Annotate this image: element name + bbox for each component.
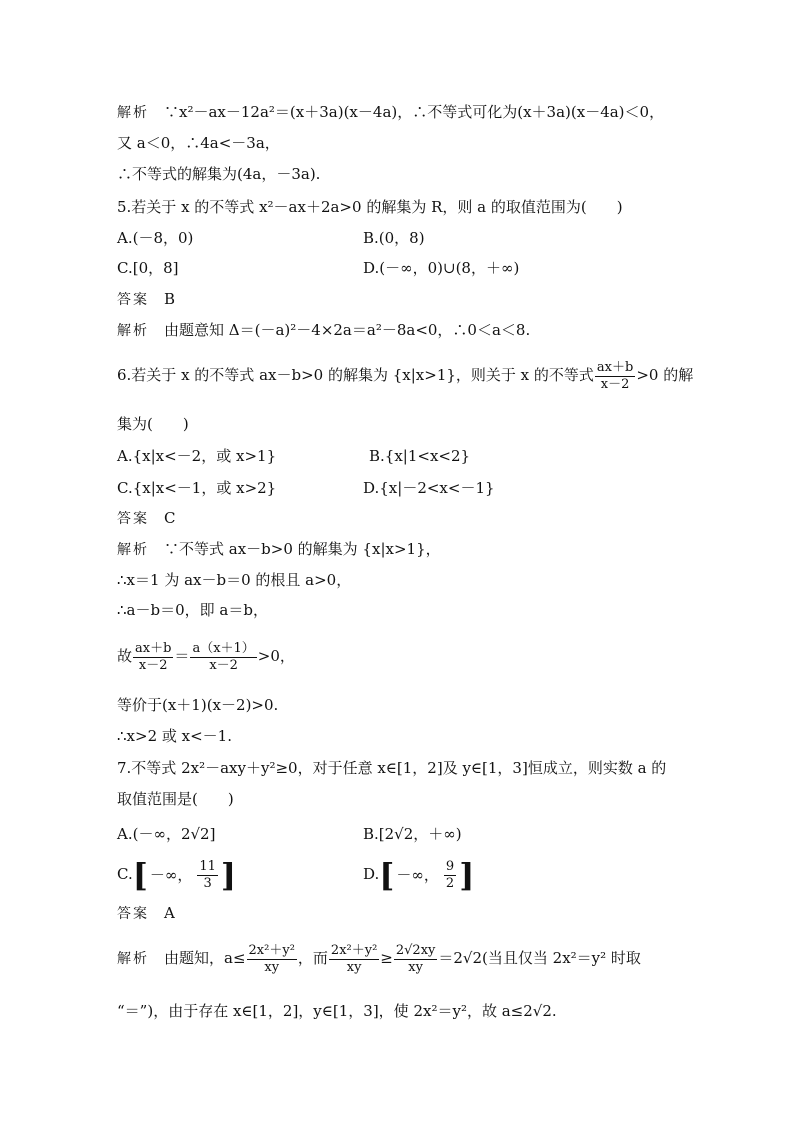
q7-answer [117,903,175,924]
fraction-numerator: ax＋b [135,640,172,656]
q6-fraction [595,360,635,393]
solution-line-1 [117,102,664,123]
q6-option-c: C.{x|x<－1，或 x>2} [117,479,277,497]
solution-text: 由题意知 Δ＝(－a)²－4×2a＝a²－8a<0，∴0＜a＜8. [164,321,531,339]
interval-fraction [197,859,218,892]
q6-solution-6: ∴x>2 或 x<－1. [117,727,232,745]
q6-answer [117,508,176,529]
fraction-numerator: 2√2xy [395,942,436,958]
q6-solution-3: ∴a－b＝0，即 a＝b， [117,601,268,619]
q7-option-d [363,856,474,893]
q7-sol-post: ＝2√2(当且仅当 2x²＝y² 时取 [438,949,641,967]
q5-option-d: D.(－∞，0)∪(8，＋∞) [363,259,520,277]
answer-value: A [164,904,175,922]
q6-sol4-fraction-1 [133,641,173,674]
q7-fraction-1 [247,943,297,976]
interval-fraction [444,859,456,892]
q7-option-c [117,856,236,893]
answer-label: 答案 [117,906,149,922]
q6-solution-5: 等价于(x＋1)(x－2)>0. [117,696,279,714]
q6-text-post: >0 的解 [636,366,694,384]
q7-option-a: A.(－∞，2√2] [117,825,216,843]
q5-option-a: A.(－8，0) [117,229,194,247]
q6-sol4-post: >0， [257,647,295,665]
q7-option-b: B.[2√2，＋∞) [363,825,462,843]
solution-line-3: ∴不等式的解集为(4a，－3a). [117,165,321,183]
solution-label: 解析 [117,105,149,121]
q6-solution-1 [117,539,441,560]
solution-label: 解析 [117,323,149,339]
fraction-denominator: x－2 [138,657,168,673]
q5-answer [117,289,175,310]
q6-option-b: B.{x|1<x<2} [369,447,471,465]
q5-solution [117,320,530,341]
fraction-denominator: 3 [203,875,212,891]
q5-option-b: B.(0，8) [363,229,425,247]
answer-value: B [164,290,176,308]
q6-solution-4 [117,638,295,674]
interval-left: －∞， [149,866,193,884]
solution-label: 解析 [117,542,149,558]
bracket-interval [379,857,474,893]
interval-left: －∞， [396,866,439,884]
q6-option-a: A.{x|x<－2，或 x>1} [117,447,277,465]
option-prefix: D. [363,865,380,883]
solution-line-2: 又 a＜0，∴4a<－3a， [117,134,280,152]
solution-text: ∵不等式 ax－b>0 的解集为 {x|x>1}， [164,540,441,558]
solution-text: ∵x²－ax－12a²＝(x＋3a)(x－4a)，∴不等式可化为(x＋3a)(x－4a)＜0， [164,103,665,121]
q6-sol4-pre: 故 [117,647,133,665]
right-bracket-glyph: ] [220,856,237,894]
fraction-numerator: 2x²＋y² [330,942,378,958]
fraction-numerator: 9 [445,858,455,874]
right-bracket-glyph: ] [459,856,475,894]
q7-solution-2: “＝”)，由于存在 x∈[1，2]，y∈[1，3]，使 2x²＝y²，故 a≤2√2. [117,1002,557,1020]
option-prefix: C. [117,865,133,883]
q6-sol4-eq: ＝ [174,647,190,665]
fraction-numerator: a（x＋1） [192,640,255,656]
fraction-denominator: xy [408,959,423,975]
q6-text-pre: 6.若关于 x 的不等式 ax－b>0 的解集为 {x|x>1}，则关于 x 的不等式 [117,366,594,384]
answer-label: 答案 [117,292,149,308]
fraction-numerator: 11 [199,858,216,874]
fraction-denominator: x－2 [209,657,238,673]
q7-solution-1 [117,940,641,977]
q7-sol-pre: 由题知，a≤ [164,949,246,967]
q7-fraction-3 [394,943,438,976]
fraction-numerator: 2x²＋y² [248,942,295,958]
q7-sol-mid: ，而 [297,949,328,967]
bracket-interval [133,857,236,893]
question-7-line-2: 取值范围是( ) [117,790,234,808]
fraction-numerator: ax＋b [596,359,634,375]
fraction-denominator: xy [346,959,362,975]
question-6 [117,357,693,393]
answer-value: C [164,509,176,527]
question-5: 5.若关于 x 的不等式 x²－ax＋2a>0 的解集为 R，则 a 的取值范围为( ) [117,198,623,216]
q6-option-d: D.{x|－2<x<－1} [363,479,495,497]
fraction-denominator: xy [264,959,280,975]
question-7-line-1: 7.不等式 2x²－axy＋y²≥0，对于任意 x∈[1，2]及 y∈[1，3]恒成立，则实数 a 的 [117,759,667,777]
solution-label: 解析 [117,951,149,967]
q6-sol4-fraction-2 [190,641,256,674]
q5-option-c: C.[0，8] [117,259,179,277]
q7-fraction-2 [329,943,379,976]
left-bracket-glyph: [ [132,856,148,894]
fraction-denominator: x－2 [600,376,630,392]
q7-sol-ge: ≥ [380,949,393,967]
answer-label: 答案 [117,511,149,527]
fraction-denominator: 2 [445,875,455,891]
q6-solution-2: ∴x＝1 为 ax－b＝0 的根且 a>0， [117,571,352,589]
q6-line-2: 集为( ) [117,415,189,433]
left-bracket-glyph: [ [379,856,395,894]
